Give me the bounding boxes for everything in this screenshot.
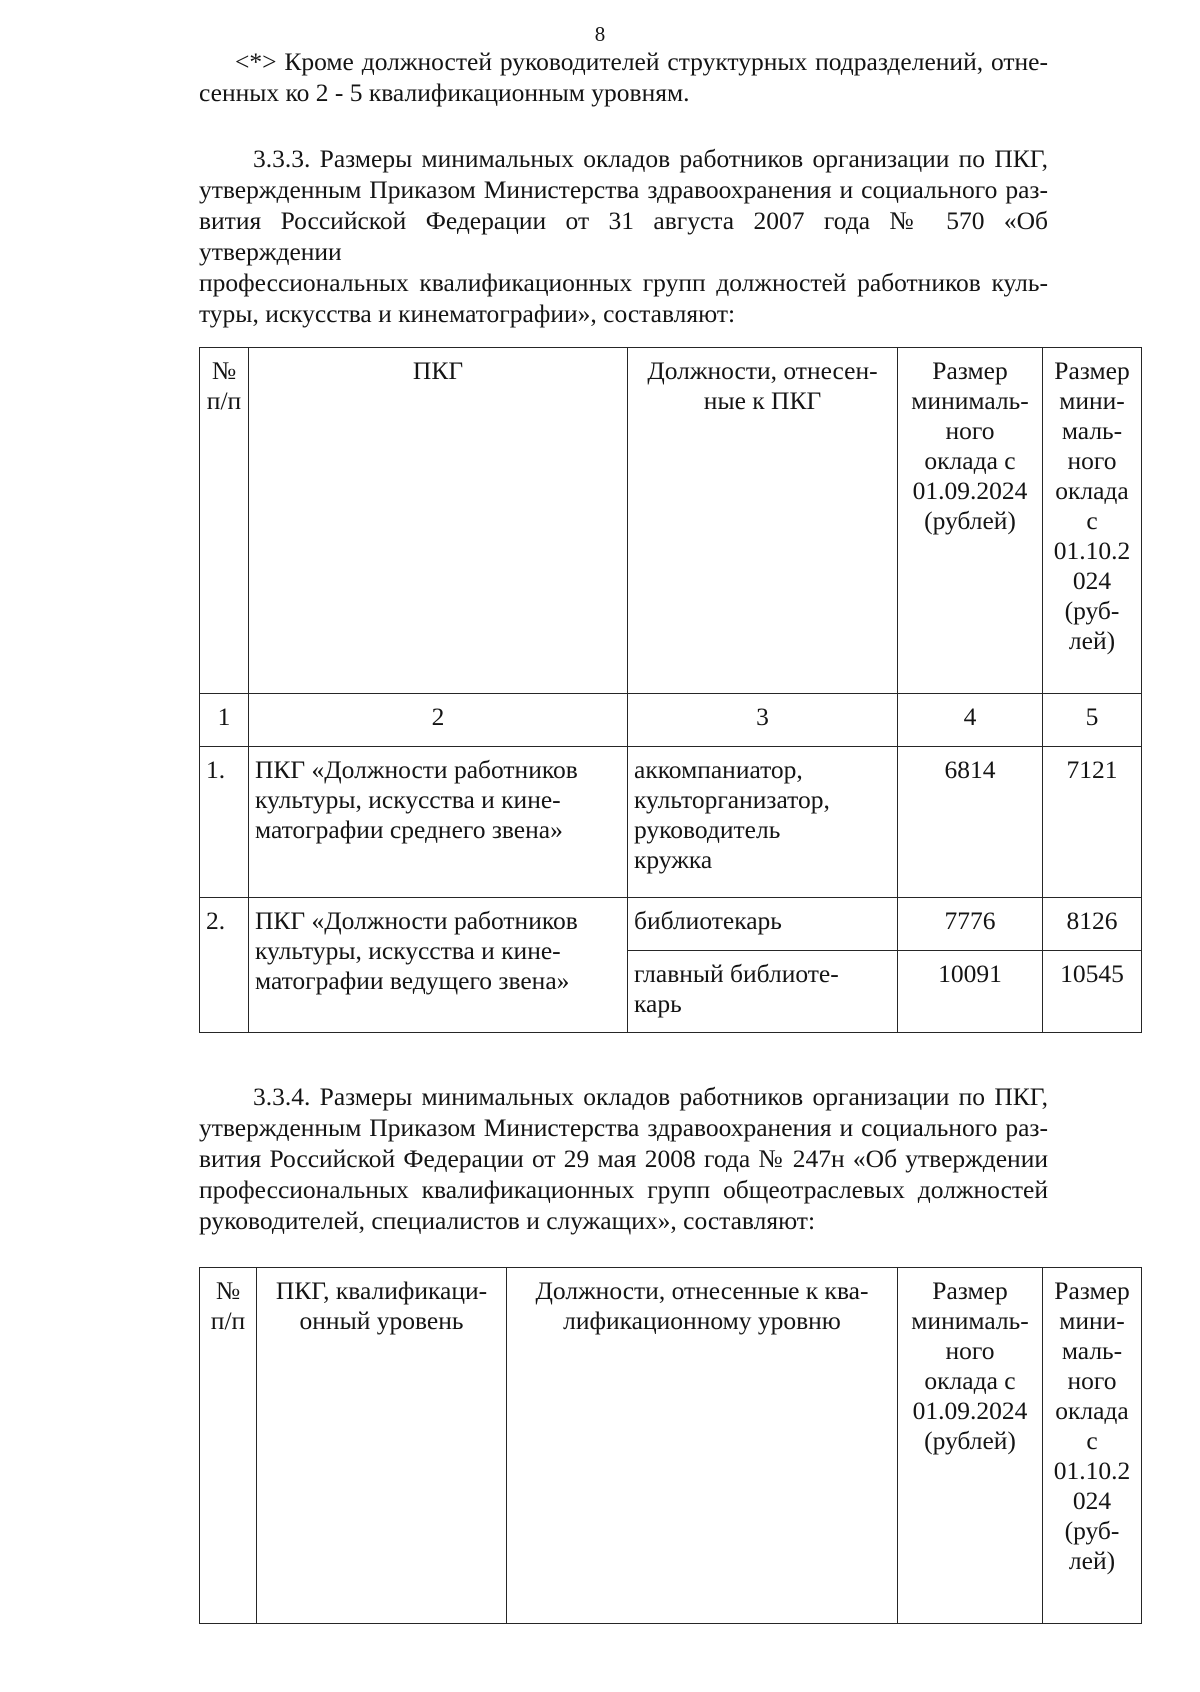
row-salary-oct-2024: 10545 xyxy=(1043,951,1142,1033)
row-pkg: ПКГ «Должности работников культуры, искусства и кине- матографии ведущего звена» xyxy=(249,898,628,1033)
section-3-3-3-paragraph xyxy=(199,143,1048,329)
row-salary-sep-2024: 6814 xyxy=(898,747,1043,898)
row-number: 2. xyxy=(200,898,249,1033)
paragraph-line: 3.3.3. Размеры минимальных окладов работников организации по ПКГ, xyxy=(253,144,1048,173)
header-number: № п/п xyxy=(200,1268,257,1624)
header-salary-sep-2024: Размер минималь- ного оклада с 01.09.2024 (рублей) xyxy=(898,348,1043,694)
row-salary-sep-2024: 10091 xyxy=(898,951,1043,1033)
row-positions: библиотекарь xyxy=(628,898,898,951)
row-number: 1. xyxy=(200,747,249,898)
table-header-row xyxy=(200,1268,1142,1624)
row-pkg: ПКГ «Должности работников культуры, искусства и кине- матографии среднего звена» xyxy=(249,747,628,898)
column-number-row xyxy=(200,694,1142,747)
table-header-row xyxy=(200,348,1142,694)
column-number: 1 xyxy=(200,694,249,747)
column-number: 4 xyxy=(898,694,1043,747)
paragraph-line: руководителей, специалистов и служащих», составляют: xyxy=(199,1206,816,1235)
page-number: 8 xyxy=(594,22,606,46)
paragraph-line: туры, искусства и кинематографии», составляют: xyxy=(199,299,736,328)
paragraph-line: утвержденным Приказом Министерства здравоохранения и социального раз- xyxy=(199,1113,1048,1142)
row-salary-oct-2024: 7121 xyxy=(1043,747,1142,898)
paragraph-line: профессиональных квалификационных групп должностей работников куль- xyxy=(199,268,1048,297)
column-number: 5 xyxy=(1043,694,1142,747)
table-row xyxy=(200,898,1142,951)
row-salary-sep-2024: 7776 xyxy=(898,898,1043,951)
paragraph-line: профессиональных квалификационных групп общеотраслевых должностей xyxy=(199,1175,1048,1204)
header-salary-oct-2024: Размер мини- маль- ного оклада с 01.10.2 024 (руб- лей) xyxy=(1043,1268,1142,1624)
row-positions: аккомпаниатор, культорганизатор, руководитель кружка xyxy=(628,747,898,898)
header-positions: Должности, отнесенные к ква- лификационному уровню xyxy=(507,1268,898,1624)
paragraph-line: вития Российской Федерации от 31 августа 2007 года № 570 «Об утверждении xyxy=(199,206,1048,266)
header-pkg-level: ПКГ, квалификаци- онный уровень xyxy=(257,1268,507,1624)
paragraph-line: вития Российской Федерации от 29 мая 2008 года № 247н «Об утверждении xyxy=(199,1144,1048,1173)
section-3-3-4-paragraph xyxy=(199,1081,1048,1236)
column-number: 3 xyxy=(628,694,898,747)
footnote-line: <*> Кроме должностей руководителей структурных подразделений, отне- xyxy=(235,47,1048,76)
header-number: № п/п xyxy=(200,348,249,694)
row-positions: главный библиоте- карь xyxy=(628,951,898,1033)
footnote-line: сенных ко 2 - 5 квалификационным уровням. xyxy=(199,78,690,107)
footnote xyxy=(199,46,1048,108)
header-salary-sep-2024: Размер минималь- ного оклада с 01.09.2024 (рублей) xyxy=(898,1268,1043,1624)
paragraph-line: 3.3.4. Размеры минимальных окладов работников организации по ПКГ, xyxy=(253,1082,1048,1111)
column-number: 2 xyxy=(249,694,628,747)
header-salary-oct-2024: Размер мини- маль- ного оклада с 01.10.2 024 (руб- лей) xyxy=(1043,348,1142,694)
salary-table-general xyxy=(199,1267,1142,1624)
salary-table-culture xyxy=(199,347,1142,1033)
header-positions: Должности, отнесен- ные к ПКГ xyxy=(628,348,898,694)
table-row xyxy=(200,747,1142,898)
header-pkg: ПКГ xyxy=(249,348,628,694)
paragraph-line: утвержденным Приказом Министерства здравоохранения и социального раз- xyxy=(199,175,1048,204)
row-salary-oct-2024: 8126 xyxy=(1043,898,1142,951)
